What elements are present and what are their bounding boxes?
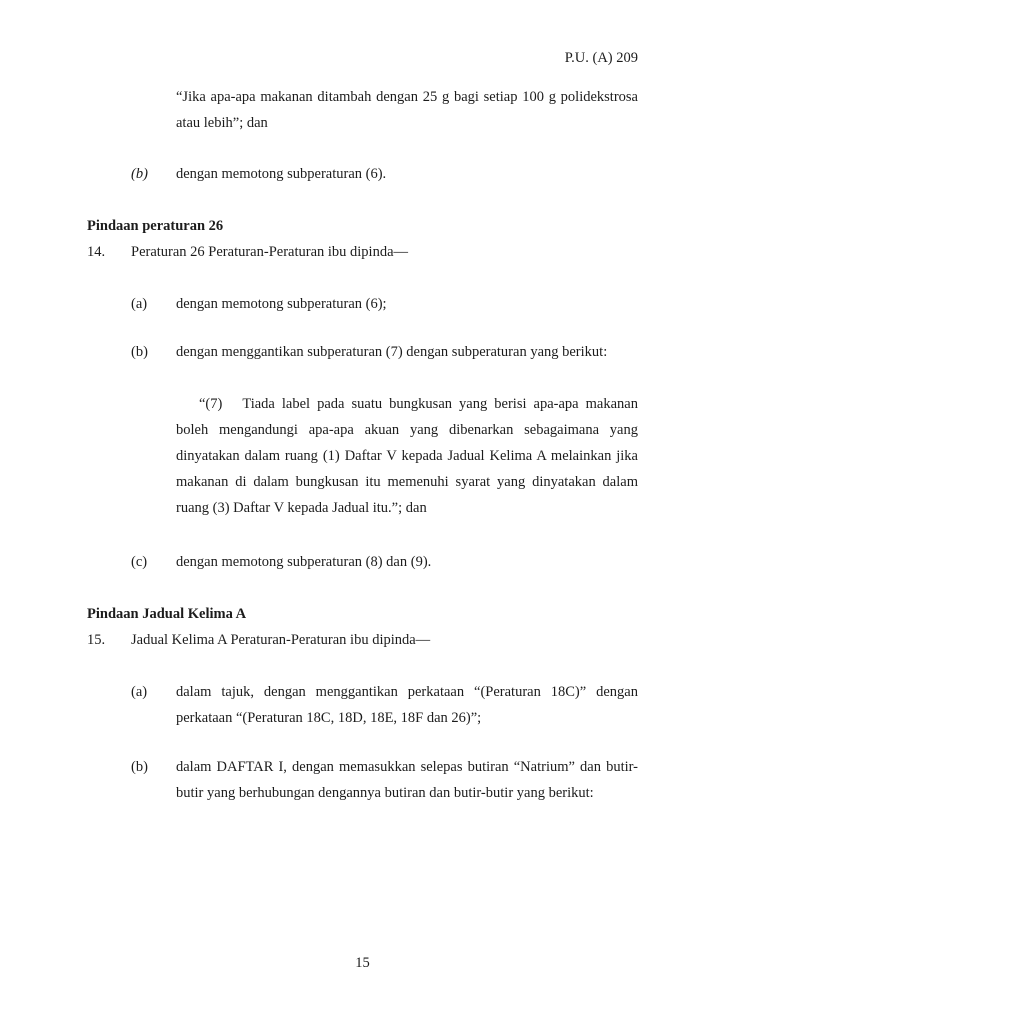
list-item-15b <box>87 754 638 806</box>
clause-number: 15. <box>87 632 106 648</box>
item-text: dengan menggantikan subperaturan (7) dengan subperaturan yang berikut: <box>176 344 608 360</box>
item-label: (c) <box>131 554 148 570</box>
clause-15 <box>87 627 638 653</box>
document-body <box>87 45 638 806</box>
item-text: dengan memotong subperaturan (8) dan (9). <box>176 554 432 570</box>
item-label: (a) <box>131 684 148 700</box>
item-text: dengan memotong subperaturan (6). <box>176 166 387 182</box>
clause-14 <box>87 239 638 265</box>
document-reference: P.U. (A) 209 <box>564 50 638 66</box>
clause-intro: Peraturan 26 Peraturan-Peraturan ibu dipinda— <box>131 244 409 260</box>
item-text: dalam DAFTAR I, dengan memasukkan selepas butiran “Natrium” dan butir-butir yang berhubungan dengannya butiran dan butir-butir yang berikut: <box>176 759 638 801</box>
item-label: (a) <box>131 296 148 312</box>
list-item-15a <box>87 679 638 731</box>
list-item-14a <box>87 291 638 317</box>
clause-number: 14. <box>87 244 106 260</box>
quote-text: Tiada label pada suatu bungkusan yang berisi apa-apa makanan boleh mengandungi apa-apa akuan yang dibenarkan sebagaimana yang dinyatakan dalam ruang (1) Daftar V kepada Jadual Kelima A melainkan jika makanan di dalam bungkusan itu memenuhi syarat yang dinyatakan dalam ruang (3) Daftar V kepada Jadual itu.”; dan <box>176 396 638 516</box>
item-label: (b) <box>131 344 148 360</box>
item-text: dengan memotong subperaturan (6); <box>176 296 387 312</box>
page-number: 15 <box>355 955 370 971</box>
quote-marker: “(7) <box>199 396 223 412</box>
section-heading-fifth-schedule-a: Pindaan Jadual Kelima A <box>87 606 247 622</box>
item-text: dalam tajuk, dengan menggantikan perkataan “(Peraturan 18C)” dengan perkataan “(Peraturan 18C, 18D, 18E, 18F dan 26)”; <box>176 684 638 726</box>
item-label: (b) <box>131 166 148 182</box>
list-item-b-top <box>87 161 638 187</box>
item-label: (b) <box>131 759 148 775</box>
section-heading-regulation-26: Pindaan peraturan 26 <box>87 218 224 234</box>
list-item-14c <box>87 549 638 575</box>
clause-intro: Jadual Kelima A Peraturan-Peraturan ibu dipinda— <box>131 632 431 648</box>
quoted-amendment-continuation: “Jika apa-apa makanan ditambah dengan 25 g bagi setiap 100 g polidekstrosa atau lebih”; dan <box>176 89 638 131</box>
inserted-subregulation-quote <box>176 391 638 521</box>
list-item-14b <box>87 339 638 365</box>
